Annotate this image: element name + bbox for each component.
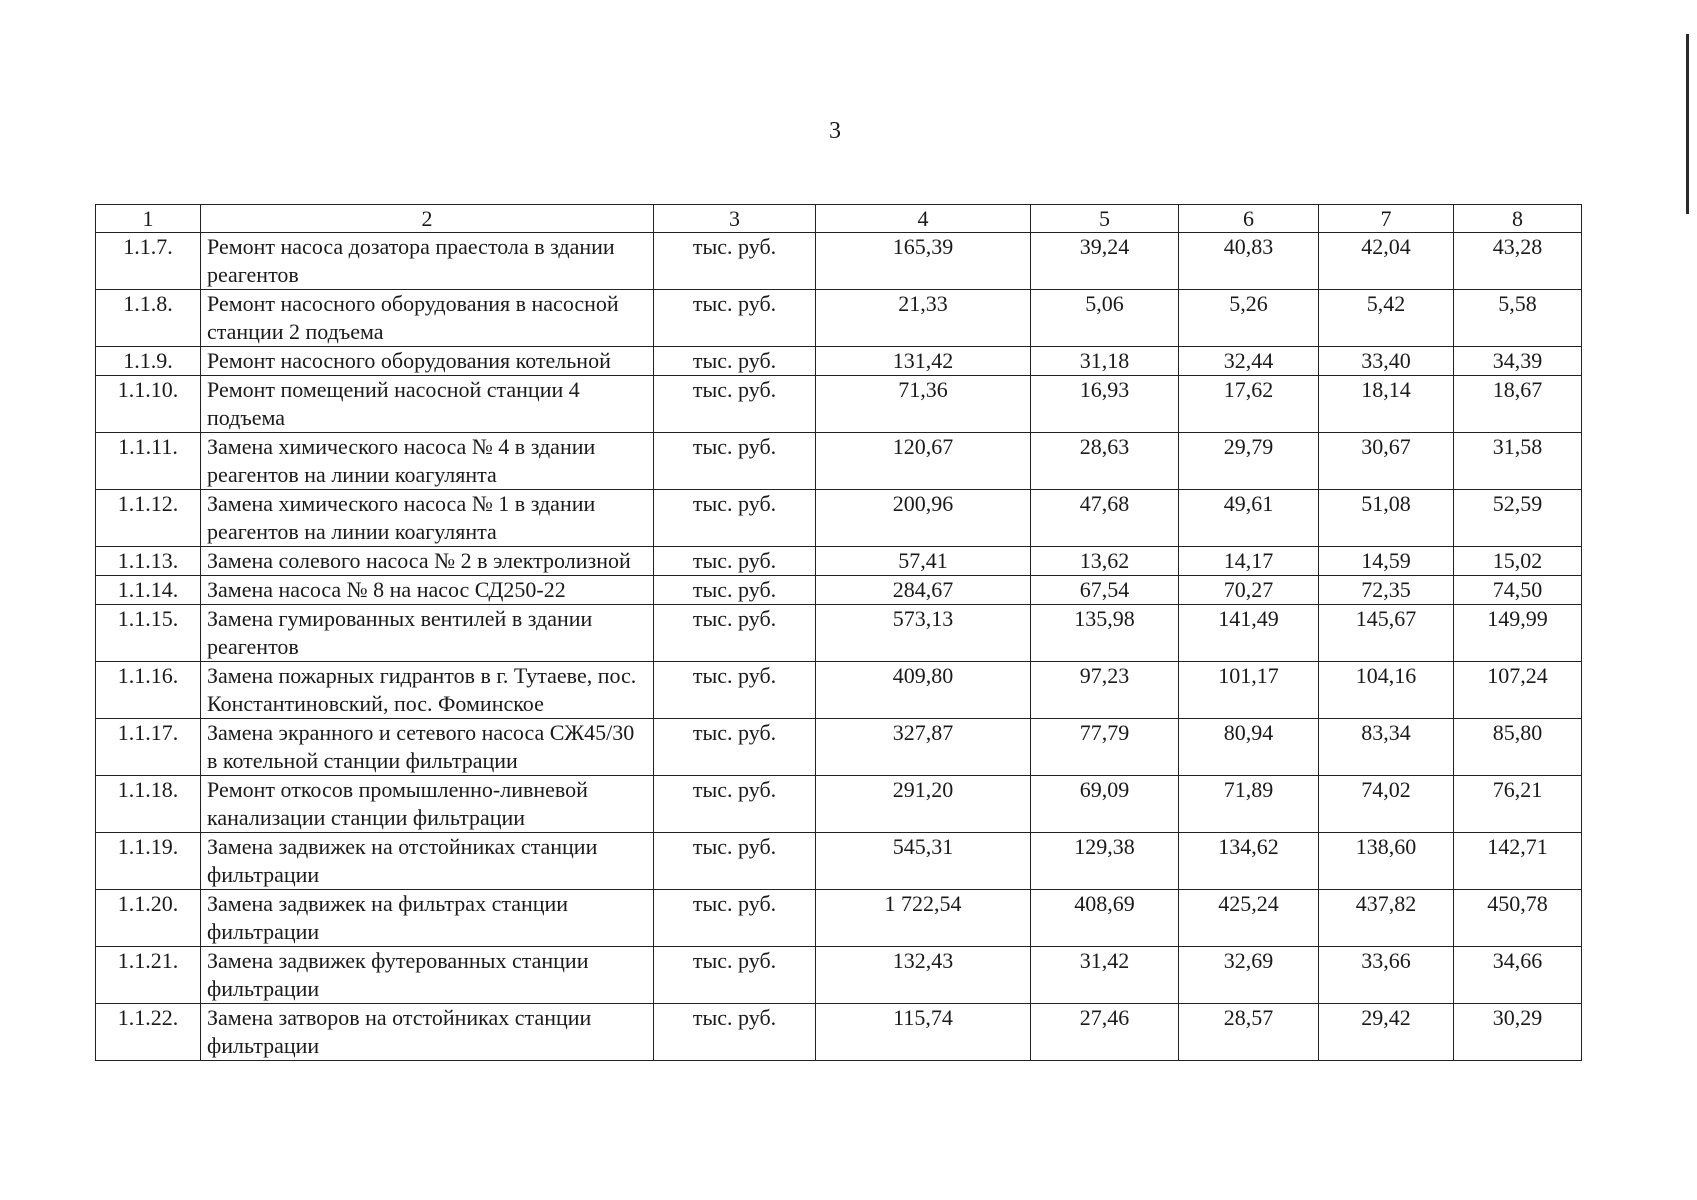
row-value-7: 30,67: [1319, 433, 1454, 490]
row-unit: тыс. руб.: [654, 1004, 816, 1061]
row-value-7: 51,08: [1319, 490, 1454, 547]
row-number: 1.1.12.: [96, 490, 201, 547]
row-value-7: 18,14: [1319, 376, 1454, 433]
row-name: Замена экранного и сетевого насоса СЖ45/30 в котельной станции фильтрации: [201, 719, 654, 776]
column-header: 4: [816, 205, 1031, 233]
row-value-5: 28,63: [1031, 433, 1179, 490]
row-value-4: 573,13: [816, 605, 1031, 662]
row-value-7: 145,67: [1319, 605, 1454, 662]
row-unit: тыс. руб.: [654, 605, 816, 662]
row-number: 1.1.9.: [96, 347, 201, 376]
row-value-8: 74,50: [1454, 576, 1582, 605]
row-value-8: 34,66: [1454, 947, 1582, 1004]
row-value-6: 49,61: [1179, 490, 1319, 547]
row-value-5: 5,06: [1031, 290, 1179, 347]
row-value-4: 165,39: [816, 233, 1031, 290]
row-value-7: 29,42: [1319, 1004, 1454, 1061]
table-row: [96, 719, 1582, 776]
row-value-5: 77,79: [1031, 719, 1179, 776]
row-unit: тыс. руб.: [654, 547, 816, 576]
row-value-7: 138,60: [1319, 833, 1454, 890]
row-name: Замена задвижек на отстойниках станции фильтрации: [201, 833, 654, 890]
row-value-6: 17,62: [1179, 376, 1319, 433]
row-unit: тыс. руб.: [654, 347, 816, 376]
table-row: [96, 890, 1582, 947]
row-name: Ремонт помещений насосной станции 4 подъема: [201, 376, 654, 433]
row-number: 1.1.10.: [96, 376, 201, 433]
column-header: 2: [201, 205, 654, 233]
row-value-7: 72,35: [1319, 576, 1454, 605]
row-number: 1.1.13.: [96, 547, 201, 576]
row-unit: тыс. руб.: [654, 776, 816, 833]
row-value-7: 42,04: [1319, 233, 1454, 290]
row-value-4: 291,20: [816, 776, 1031, 833]
table-row: [96, 576, 1582, 605]
row-value-6: 134,62: [1179, 833, 1319, 890]
row-value-4: 200,96: [816, 490, 1031, 547]
row-number: 1.1.18.: [96, 776, 201, 833]
row-value-8: 107,24: [1454, 662, 1582, 719]
row-value-5: 135,98: [1031, 605, 1179, 662]
row-value-8: 43,28: [1454, 233, 1582, 290]
table-row: [96, 833, 1582, 890]
row-unit: тыс. руб.: [654, 376, 816, 433]
row-value-5: 408,69: [1031, 890, 1179, 947]
row-unit: тыс. руб.: [654, 890, 816, 947]
column-header: 7: [1319, 205, 1454, 233]
column-header: 6: [1179, 205, 1319, 233]
table-row: [96, 233, 1582, 290]
row-value-7: 74,02: [1319, 776, 1454, 833]
row-value-8: 450,78: [1454, 890, 1582, 947]
row-value-5: 27,46: [1031, 1004, 1179, 1061]
row-value-4: 115,74: [816, 1004, 1031, 1061]
page-number: 3: [829, 118, 841, 144]
row-unit: тыс. руб.: [654, 433, 816, 490]
row-value-5: 13,62: [1031, 547, 1179, 576]
table-row: [96, 776, 1582, 833]
row-unit: тыс. руб.: [654, 490, 816, 547]
table-row: [96, 347, 1582, 376]
row-value-7: 437,82: [1319, 890, 1454, 947]
row-number: 1.1.11.: [96, 433, 201, 490]
column-header: 3: [654, 205, 816, 233]
row-value-6: 40,83: [1179, 233, 1319, 290]
table-row: [96, 662, 1582, 719]
row-value-8: 52,59: [1454, 490, 1582, 547]
row-unit: тыс. руб.: [654, 290, 816, 347]
column-header: 5: [1031, 205, 1179, 233]
table-row: [96, 433, 1582, 490]
row-value-4: 57,41: [816, 547, 1031, 576]
row-unit: тыс. руб.: [654, 719, 816, 776]
row-value-6: 32,44: [1179, 347, 1319, 376]
row-value-7: 33,40: [1319, 347, 1454, 376]
table-row: [96, 1004, 1582, 1061]
row-value-6: 101,17: [1179, 662, 1319, 719]
table-row: [96, 547, 1582, 576]
row-name: Замена гумированных вентилей в здании реагентов: [201, 605, 654, 662]
column-header: 8: [1454, 205, 1582, 233]
row-number: 1.1.7.: [96, 233, 201, 290]
row-value-4: 120,67: [816, 433, 1031, 490]
table-row: [96, 947, 1582, 1004]
row-value-7: 5,42: [1319, 290, 1454, 347]
row-unit: тыс. руб.: [654, 233, 816, 290]
row-number: 1.1.19.: [96, 833, 201, 890]
row-value-6: 425,24: [1179, 890, 1319, 947]
row-value-5: 129,38: [1031, 833, 1179, 890]
row-value-8: 149,99: [1454, 605, 1582, 662]
row-number: 1.1.21.: [96, 947, 201, 1004]
row-number: 1.1.14.: [96, 576, 201, 605]
scan-edge-mark: [1686, 34, 1689, 214]
row-value-4: 327,87: [816, 719, 1031, 776]
row-value-6: 28,57: [1179, 1004, 1319, 1061]
row-name: Замена задвижек на фильтрах станции фильтрации: [201, 890, 654, 947]
row-value-4: 1 722,54: [816, 890, 1031, 947]
row-value-5: 31,18: [1031, 347, 1179, 376]
row-value-6: 14,17: [1179, 547, 1319, 576]
row-value-6: 70,27: [1179, 576, 1319, 605]
row-value-6: 32,69: [1179, 947, 1319, 1004]
row-value-8: 142,71: [1454, 833, 1582, 890]
row-name: Замена задвижек футерованных станции фильтрации: [201, 947, 654, 1004]
table-row: [96, 376, 1582, 433]
row-value-7: 33,66: [1319, 947, 1454, 1004]
row-name: Ремонт насосного оборудования в насосной станции 2 подъема: [201, 290, 654, 347]
row-value-7: 14,59: [1319, 547, 1454, 576]
row-value-6: 5,26: [1179, 290, 1319, 347]
row-value-6: 141,49: [1179, 605, 1319, 662]
row-number: 1.1.17.: [96, 719, 201, 776]
row-value-5: 16,93: [1031, 376, 1179, 433]
row-value-4: 132,43: [816, 947, 1031, 1004]
row-value-5: 97,23: [1031, 662, 1179, 719]
row-value-8: 5,58: [1454, 290, 1582, 347]
row-name: Ремонт откосов промышленно-ливневой канализации станции фильтрации: [201, 776, 654, 833]
row-unit: тыс. руб.: [654, 662, 816, 719]
row-value-4: 21,33: [816, 290, 1031, 347]
row-value-5: 47,68: [1031, 490, 1179, 547]
row-value-7: 104,16: [1319, 662, 1454, 719]
row-name: Замена пожарных гидрантов в г. Тутаеве, пос. Константиновский, пос. Фоминское: [201, 662, 654, 719]
row-value-6: 80,94: [1179, 719, 1319, 776]
row-value-4: 545,31: [816, 833, 1031, 890]
row-number: 1.1.20.: [96, 890, 201, 947]
row-number: 1.1.8.: [96, 290, 201, 347]
row-number: 1.1.15.: [96, 605, 201, 662]
row-number: 1.1.22.: [96, 1004, 201, 1061]
row-name: Замена химического насоса № 1 в здании реагентов на линии коагулянта: [201, 490, 654, 547]
row-value-5: 67,54: [1031, 576, 1179, 605]
row-value-7: 83,34: [1319, 719, 1454, 776]
row-name: Замена солевого насоса № 2 в электролизной: [201, 547, 654, 576]
row-value-8: 18,67: [1454, 376, 1582, 433]
column-header: 1: [96, 205, 201, 233]
row-unit: тыс. руб.: [654, 947, 816, 1004]
row-value-5: 31,42: [1031, 947, 1179, 1004]
row-value-8: 34,39: [1454, 347, 1582, 376]
row-value-8: 30,29: [1454, 1004, 1582, 1061]
row-value-5: 39,24: [1031, 233, 1179, 290]
row-value-6: 29,79: [1179, 433, 1319, 490]
row-value-8: 85,80: [1454, 719, 1582, 776]
table-row: [96, 605, 1582, 662]
row-value-5: 69,09: [1031, 776, 1179, 833]
row-number: 1.1.16.: [96, 662, 201, 719]
table-row: [96, 290, 1582, 347]
row-name: Замена насоса № 8 на насос СД250-22: [201, 576, 654, 605]
header-row: [96, 205, 1582, 233]
row-value-8: 15,02: [1454, 547, 1582, 576]
table-row: [96, 490, 1582, 547]
row-value-4: 131,42: [816, 347, 1031, 376]
row-unit: тыс. руб.: [654, 833, 816, 890]
row-unit: тыс. руб.: [654, 576, 816, 605]
cost-table: [95, 204, 1582, 1061]
row-name: Замена химического насоса № 4 в здании реагентов на линии коагулянта: [201, 433, 654, 490]
row-value-4: 284,67: [816, 576, 1031, 605]
row-name: Замена затворов на отстойниках станции фильтрации: [201, 1004, 654, 1061]
row-value-4: 71,36: [816, 376, 1031, 433]
row-name: Ремонт насоса дозатора праестола в здании реагентов: [201, 233, 654, 290]
row-value-6: 71,89: [1179, 776, 1319, 833]
row-name: Ремонт насосного оборудования котельной: [201, 347, 654, 376]
row-value-8: 31,58: [1454, 433, 1582, 490]
row-value-8: 76,21: [1454, 776, 1582, 833]
row-value-4: 409,80: [816, 662, 1031, 719]
